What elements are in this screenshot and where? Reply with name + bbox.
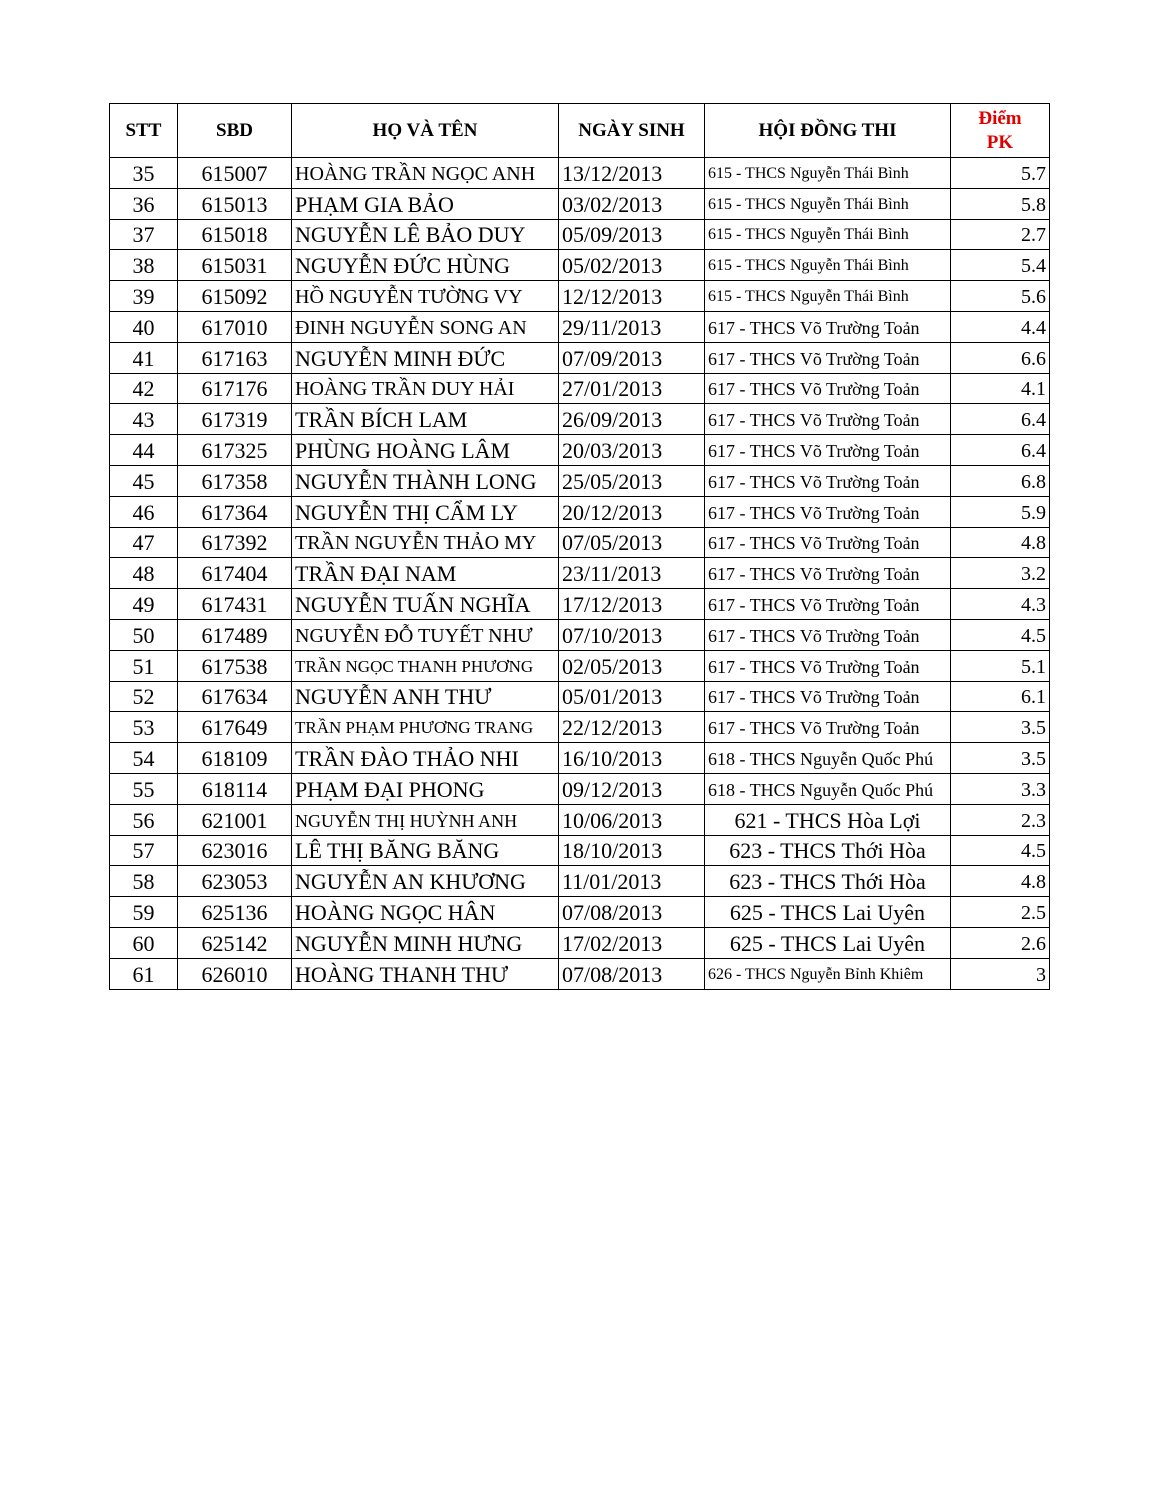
cell-score: 4.5 (951, 619, 1050, 650)
cell-score: 6.1 (951, 681, 1050, 712)
cell-name: NGUYỄN ANH THƯ (292, 681, 559, 712)
cell-score: 5.8 (951, 188, 1050, 219)
table-row (110, 650, 1050, 681)
cell-score: 4.8 (951, 527, 1050, 558)
cell-score: 2.7 (951, 219, 1050, 250)
cell-stt: 58 (110, 866, 178, 897)
cell-sbd: 618114 (178, 773, 292, 804)
table-row (110, 311, 1050, 342)
cell-stt: 45 (110, 465, 178, 496)
cell-sbd: 617538 (178, 650, 292, 681)
cell-sbd: 623053 (178, 866, 292, 897)
header-score-line2: PK (986, 131, 1014, 153)
cell-dob: 20/12/2013 (559, 496, 705, 527)
cell-stt: 48 (110, 558, 178, 589)
cell-dob: 07/09/2013 (559, 342, 705, 373)
cell-council: 617 - THCS Võ Trường Toản (705, 435, 951, 466)
cell-council: 617 - THCS Võ Trường Toản (705, 465, 951, 496)
cell-dob: 17/12/2013 (559, 589, 705, 620)
cell-council: 617 - THCS Võ Trường Toản (705, 650, 951, 681)
cell-stt: 53 (110, 712, 178, 743)
cell-stt: 52 (110, 681, 178, 712)
cell-stt: 61 (110, 958, 178, 989)
cell-council: 617 - THCS Võ Trường Toản (705, 712, 951, 743)
cell-sbd: 617431 (178, 589, 292, 620)
cell-council: 626 - THCS Nguyễn Bỉnh Khiêm (705, 958, 951, 989)
cell-council: 617 - THCS Võ Trường Toản (705, 681, 951, 712)
cell-council: 623 - THCS Thới Hòa (705, 866, 951, 897)
cell-sbd: 615031 (178, 250, 292, 281)
cell-dob: 20/03/2013 (559, 435, 705, 466)
cell-dob: 02/05/2013 (559, 650, 705, 681)
cell-name: NGUYỄN MINH ĐỨC (292, 342, 559, 373)
cell-council: 617 - THCS Võ Trường Toản (705, 373, 951, 404)
cell-sbd: 618109 (178, 743, 292, 774)
cell-sbd: 617176 (178, 373, 292, 404)
results-sheet (109, 103, 1049, 990)
table-row (110, 158, 1050, 189)
table-row (110, 804, 1050, 835)
cell-name: PHÙNG HOÀNG LÂM (292, 435, 559, 466)
cell-name: PHẠM GIA BẢO (292, 188, 559, 219)
table-row (110, 558, 1050, 589)
cell-stt: 51 (110, 650, 178, 681)
cell-dob: 27/01/2013 (559, 373, 705, 404)
table-row (110, 342, 1050, 373)
cell-sbd: 617010 (178, 311, 292, 342)
header-row (110, 104, 1050, 158)
table-row (110, 404, 1050, 435)
cell-dob: 07/05/2013 (559, 527, 705, 558)
cell-council: 617 - THCS Võ Trường Toản (705, 404, 951, 435)
cell-dob: 12/12/2013 (559, 281, 705, 312)
cell-sbd: 615013 (178, 188, 292, 219)
table-row (110, 465, 1050, 496)
cell-dob: 07/10/2013 (559, 619, 705, 650)
cell-dob: 18/10/2013 (559, 835, 705, 866)
cell-council: 615 - THCS Nguyễn Thái Bình (705, 281, 951, 312)
cell-council: 617 - THCS Võ Trường Toản (705, 311, 951, 342)
cell-dob: 05/01/2013 (559, 681, 705, 712)
cell-score: 3.3 (951, 773, 1050, 804)
cell-council: 618 - THCS Nguyễn Quốc Phú (705, 743, 951, 774)
cell-dob: 16/10/2013 (559, 743, 705, 774)
cell-sbd: 617364 (178, 496, 292, 527)
cell-score: 5.6 (951, 281, 1050, 312)
table-row (110, 219, 1050, 250)
cell-sbd: 617325 (178, 435, 292, 466)
cell-council: 618 - THCS Nguyễn Quốc Phú (705, 773, 951, 804)
cell-sbd: 617489 (178, 619, 292, 650)
cell-name: NGUYỄN ĐỨC HÙNG (292, 250, 559, 281)
cell-score: 5.7 (951, 158, 1050, 189)
cell-sbd: 615018 (178, 219, 292, 250)
cell-stt: 47 (110, 527, 178, 558)
cell-sbd: 617649 (178, 712, 292, 743)
cell-score: 4.1 (951, 373, 1050, 404)
cell-name: HOÀNG NGỌC HÂN (292, 897, 559, 928)
table-row (110, 373, 1050, 404)
cell-stt: 39 (110, 281, 178, 312)
cell-stt: 46 (110, 496, 178, 527)
cell-stt: 54 (110, 743, 178, 774)
table-row (110, 281, 1050, 312)
cell-stt: 57 (110, 835, 178, 866)
cell-sbd: 617358 (178, 465, 292, 496)
results-body (110, 158, 1050, 990)
cell-name: NGUYỄN MINH HƯNG (292, 927, 559, 958)
results-table (109, 103, 1050, 990)
header-score-line1: Điểm (978, 107, 1022, 129)
table-row (110, 589, 1050, 620)
header-sbd: SBD (178, 104, 292, 158)
cell-name: TRẦN ĐÀO THẢO NHI (292, 743, 559, 774)
cell-score: 3 (951, 958, 1050, 989)
table-row (110, 435, 1050, 466)
table-row (110, 527, 1050, 558)
cell-stt: 42 (110, 373, 178, 404)
cell-dob: 05/02/2013 (559, 250, 705, 281)
cell-sbd: 625136 (178, 897, 292, 928)
cell-dob: 23/11/2013 (559, 558, 705, 589)
cell-score: 5.4 (951, 250, 1050, 281)
cell-dob: 03/02/2013 (559, 188, 705, 219)
cell-name: HOÀNG TRẦN DUY HẢI (292, 373, 559, 404)
cell-name: NGUYỄN TUẤN NGHĨA (292, 589, 559, 620)
cell-name: NGUYỄN THÀNH LONG (292, 465, 559, 496)
cell-score: 2.3 (951, 804, 1050, 835)
table-row (110, 681, 1050, 712)
cell-name: TRẦN PHẠM PHƯƠNG TRANG (292, 712, 559, 743)
cell-sbd: 626010 (178, 958, 292, 989)
cell-score: 6.4 (951, 435, 1050, 466)
table-row (110, 773, 1050, 804)
table-row (110, 496, 1050, 527)
cell-stt: 44 (110, 435, 178, 466)
cell-council: 617 - THCS Võ Trường Toản (705, 589, 951, 620)
cell-council: 625 - THCS Lai Uyên (705, 927, 951, 958)
cell-score: 2.5 (951, 897, 1050, 928)
header-stt: STT (110, 104, 178, 158)
cell-dob: 11/01/2013 (559, 866, 705, 897)
cell-stt: 35 (110, 158, 178, 189)
cell-dob: 05/09/2013 (559, 219, 705, 250)
cell-stt: 49 (110, 589, 178, 620)
cell-dob: 22/12/2013 (559, 712, 705, 743)
cell-stt: 50 (110, 619, 178, 650)
table-row (110, 619, 1050, 650)
cell-sbd: 621001 (178, 804, 292, 835)
table-row (110, 712, 1050, 743)
cell-name: TRẦN BÍCH LAM (292, 404, 559, 435)
cell-stt: 59 (110, 897, 178, 928)
cell-name: ĐINH NGUYỄN SONG AN (292, 311, 559, 342)
cell-stt: 38 (110, 250, 178, 281)
cell-name: NGUYỄN THỊ HUỲNH ANH (292, 804, 559, 835)
cell-name: NGUYỄN THỊ CẨM LY (292, 496, 559, 527)
cell-council: 625 - THCS Lai Uyên (705, 897, 951, 928)
cell-name: HOÀNG TRẦN NGỌC ANH (292, 158, 559, 189)
cell-stt: 60 (110, 927, 178, 958)
cell-sbd: 625142 (178, 927, 292, 958)
table-row (110, 958, 1050, 989)
cell-dob: 25/05/2013 (559, 465, 705, 496)
cell-stt: 56 (110, 804, 178, 835)
cell-name: LÊ THỊ BĂNG BĂNG (292, 835, 559, 866)
cell-name: NGUYỄN AN KHƯƠNG (292, 866, 559, 897)
header-dob: NGÀY SINH (559, 104, 705, 158)
cell-council: 621 - THCS Hòa Lợi (705, 804, 951, 835)
cell-council: 617 - THCS Võ Trường Toản (705, 496, 951, 527)
cell-council: 615 - THCS Nguyễn Thái Bình (705, 158, 951, 189)
cell-stt: 43 (110, 404, 178, 435)
table-row (110, 188, 1050, 219)
cell-name: PHẠM ĐẠI PHONG (292, 773, 559, 804)
cell-score: 2.6 (951, 927, 1050, 958)
cell-sbd: 617634 (178, 681, 292, 712)
header-name: HỌ VÀ TÊN (292, 104, 559, 158)
cell-dob: 07/08/2013 (559, 897, 705, 928)
cell-score: 4.4 (951, 311, 1050, 342)
cell-sbd: 615092 (178, 281, 292, 312)
cell-stt: 55 (110, 773, 178, 804)
header-council: HỘI ĐỒNG THI (705, 104, 951, 158)
cell-dob: 09/12/2013 (559, 773, 705, 804)
cell-council: 615 - THCS Nguyễn Thái Bình (705, 219, 951, 250)
cell-name: HỒ NGUYỄN TƯỜNG VY (292, 281, 559, 312)
cell-dob: 10/06/2013 (559, 804, 705, 835)
cell-stt: 37 (110, 219, 178, 250)
cell-score: 3.2 (951, 558, 1050, 589)
cell-council: 617 - THCS Võ Trường Toản (705, 527, 951, 558)
table-row (110, 897, 1050, 928)
cell-stt: 41 (110, 342, 178, 373)
cell-stt: 40 (110, 311, 178, 342)
cell-name: TRẦN NGUYỄN THẢO MY (292, 527, 559, 558)
cell-sbd: 617319 (178, 404, 292, 435)
cell-stt: 36 (110, 188, 178, 219)
cell-score: 3.5 (951, 712, 1050, 743)
cell-sbd: 623016 (178, 835, 292, 866)
cell-council: 623 - THCS Thới Hòa (705, 835, 951, 866)
cell-score: 4.8 (951, 866, 1050, 897)
cell-score: 3.5 (951, 743, 1050, 774)
cell-score: 4.5 (951, 835, 1050, 866)
cell-council: 617 - THCS Võ Trường Toản (705, 342, 951, 373)
table-row (110, 927, 1050, 958)
cell-council: 617 - THCS Võ Trường Toản (705, 619, 951, 650)
cell-dob: 07/08/2013 (559, 958, 705, 989)
cell-score: 6.6 (951, 342, 1050, 373)
cell-dob: 29/11/2013 (559, 311, 705, 342)
cell-name: TRẦN NGỌC THANH PHƯƠNG (292, 650, 559, 681)
cell-sbd: 615007 (178, 158, 292, 189)
cell-score: 6.8 (951, 465, 1050, 496)
cell-sbd: 617163 (178, 342, 292, 373)
table-row (110, 250, 1050, 281)
table-row (110, 835, 1050, 866)
cell-score: 4.3 (951, 589, 1050, 620)
cell-council: 617 - THCS Võ Trường Toản (705, 558, 951, 589)
cell-name: HOÀNG THANH THƯ (292, 958, 559, 989)
header-score (951, 104, 1050, 158)
cell-name: NGUYỄN LÊ BẢO DUY (292, 219, 559, 250)
cell-dob: 17/02/2013 (559, 927, 705, 958)
cell-score: 6.4 (951, 404, 1050, 435)
cell-sbd: 617392 (178, 527, 292, 558)
table-row (110, 866, 1050, 897)
table-row (110, 743, 1050, 774)
cell-sbd: 617404 (178, 558, 292, 589)
cell-name: TRẦN ĐẠI NAM (292, 558, 559, 589)
cell-council: 615 - THCS Nguyễn Thái Bình (705, 250, 951, 281)
cell-score: 5.9 (951, 496, 1050, 527)
cell-score: 5.1 (951, 650, 1050, 681)
cell-dob: 26/09/2013 (559, 404, 705, 435)
cell-dob: 13/12/2013 (559, 158, 705, 189)
cell-council: 615 - THCS Nguyễn Thái Bình (705, 188, 951, 219)
cell-name: NGUYỄN ĐỖ TUYẾT NHƯ (292, 619, 559, 650)
